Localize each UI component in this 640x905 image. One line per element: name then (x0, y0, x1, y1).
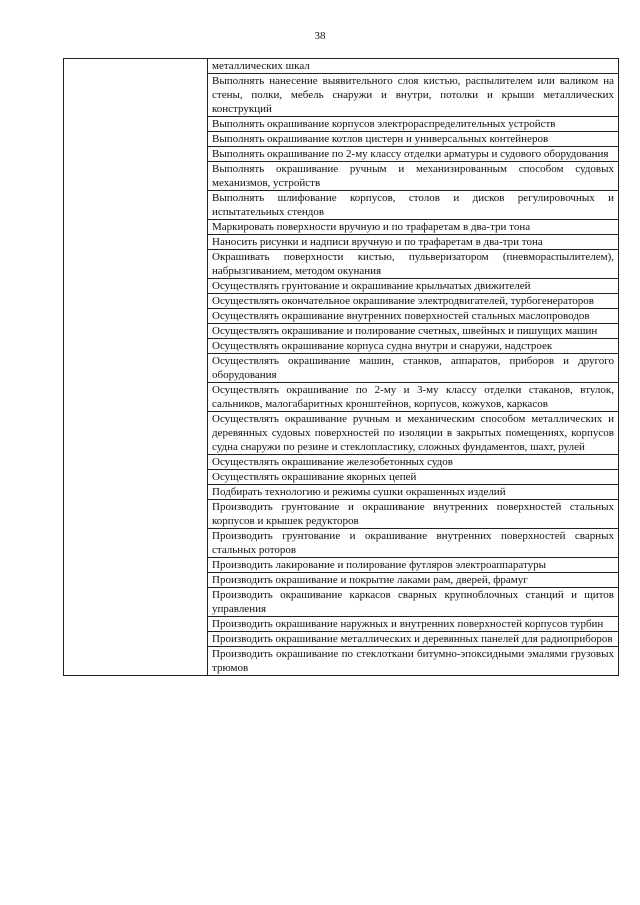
skill-item: Производить окрашивание по стеклоткани битумно-эпоксидными эмалями грузовых трюмов (212, 648, 614, 674)
skill-item: Осуществлять окончательное окрашивание электродвигателей, турбогенераторов (208, 294, 618, 309)
skill-item: Выполнять шлифование корпусов, столов и дисков регулировочных и испытательных стендов (208, 191, 618, 220)
skill-item: Осуществлять окрашивание по 2-му и 3-му классу отделки стаканов, втулок, сальников, малогабаритных кронштейнов, корпусов, кожухов, каркасов (208, 383, 618, 412)
skill-item: металлических шкал (208, 59, 618, 74)
page-number: 38 (314, 30, 326, 42)
skill-item: Производить окрашивание каркасов сварных крупноблочных станций и щитов управления (208, 588, 618, 617)
skill-item: Осуществлять грунтование и окрашивание крыльчатых движителей (208, 279, 618, 294)
skill-item: Окрашивать поверхности кистью, пульверизатором (пневмораспылителем), набрызгиванием, методом окунания (208, 250, 618, 279)
skill-item: Выполнять нанесение выявительного слоя кистью, распылителем или валиком на стены, полки, мебель снаружи и внутри, потолки и крыши металлических конструкций (208, 74, 618, 117)
skill-item: Производить лакирование и полирование футляров электроаппаратуры (208, 558, 618, 573)
skill-item: Производить грунтование и окрашивание внутренних поверхностей стальных корпусов и крышек редукторов (208, 500, 618, 529)
skill-item: Осуществлять окрашивание корпуса судна внутри и снаружи, надстроек (208, 339, 618, 354)
skill-item: Выполнять окрашивание ручным и механизированным способом судовых механизмов, устройств (208, 162, 618, 191)
skill-item: Осуществлять окрашивание якорных цепей (208, 470, 618, 485)
skill-item: Осуществлять окрашивание и полирование счетных, швейных и пишущих машин (208, 324, 618, 339)
skill-item: Производить окрашивание металлических и деревянных панелей для радиоприборов (208, 632, 618, 647)
skills-cell (208, 59, 619, 676)
skill-item: Подбирать технологию и режимы сушки окрашенных изделий (208, 485, 618, 500)
skill-item: Производить окрашивание наружных и внутренних поверхностей корпусов турбин (208, 617, 618, 632)
skill-item: Осуществлять окрашивание ручным и механическим способом металлических и деревянных судовых поверхностей по изоляции в закрытых помещениях, корпусов судна снаружи по резине и стеклопластику, сложных фундаментов, шахт, рулей (208, 412, 618, 455)
skill-item: Осуществлять окрашивание внутренних поверхностей стальных маслопроводов (208, 309, 618, 324)
skill-item: Производить окрашивание и покрытие лаками рам, дверей, фрамуг (208, 573, 618, 588)
left-empty-cell (64, 59, 208, 676)
skill-item: Осуществлять окрашивание машин, станков, аппаратов, приборов и другого оборудования (208, 354, 618, 383)
skill-item: Выполнять окрашивание корпусов электрораспределительных устройств (208, 117, 618, 132)
skill-item: Выполнять окрашивание по 2-му классу отделки арматуры и судового оборудования (208, 147, 618, 162)
skills-table (63, 58, 619, 676)
skill-item: Производить грунтование и окрашивание внутренних поверхностей сварных стальных роторов (208, 529, 618, 558)
skill-item: Маркировать поверхности вручную и по трафаретам в два-три тона (208, 220, 618, 235)
skill-item: Осуществлять окрашивание железобетонных судов (208, 455, 618, 470)
skill-item: Выполнять окрашивание котлов цистерн и универсальных контейнеров (208, 132, 618, 147)
skill-item: Наносить рисунки и надписи вручную и по трафаретам в два-три тона (208, 235, 618, 250)
